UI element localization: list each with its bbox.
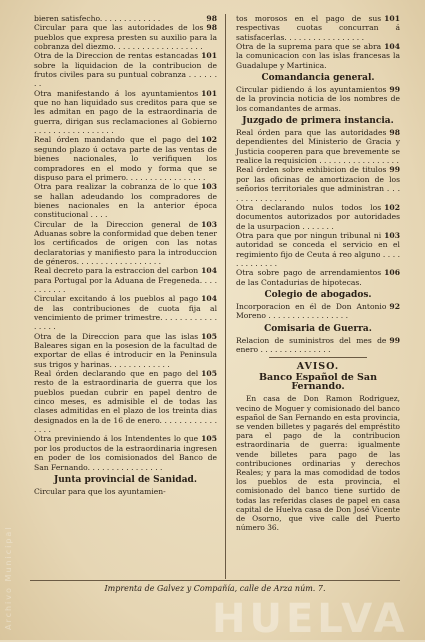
index-entry (236, 231, 400, 268)
entry-text: Otra para que por ningun tribunal ni autoridad se conceda el servicio en el regimiento fijo de Ceuta á reo alguno . . . . . . . . . . . . . (236, 230, 400, 268)
entry-text: Circular para que las autoridades de los pueblos que expresa presten su auxilio para la cobranza del diezmo. . . . . . . . . . . . . . . . . . . (34, 23, 217, 52)
entry-text: tos morosos en el pago de sus respectivas cuotas concurran á satisfacerlas. . . . . . . . . . . . . . . . . (236, 14, 400, 42)
page-number: 99 (389, 165, 400, 175)
aviso-subtitle: Banco Español de San Fernando. (259, 371, 377, 392)
page-number: 103 (384, 230, 400, 240)
entry-text: Otra de la suprema para que se abra la comunicacion con las islas francesas la Guadalupe y Martinica. (236, 42, 400, 70)
page-number: 106 (384, 268, 400, 278)
right-column (236, 14, 400, 532)
section-heading: Comisaria de Guerra. (264, 323, 372, 334)
huelva-watermark: HUELVA (212, 596, 409, 642)
index-entry (34, 266, 217, 294)
page-number: 98 (206, 23, 217, 33)
index-entry (236, 128, 400, 165)
index-entry (34, 135, 217, 182)
aviso-separator (269, 357, 367, 358)
footer-rule (30, 580, 400, 581)
entry-text: Circular excitando á los pueblos al pago de las contribuciones de cuota fija al vencimiento de primer trimestre. . . . . . . . . . . . . . . . . (34, 294, 217, 332)
page-number: 101 (201, 51, 217, 61)
page-number: 105 (201, 369, 217, 379)
page-number: 102 (201, 135, 217, 145)
entry-text: Circular pidiendo á los ayuntamientos de la provincia noticia de los nombres de los comandantes de armas. (236, 85, 400, 113)
left-entry-list (34, 14, 217, 472)
page-number: 99 (389, 85, 400, 95)
index-entry (34, 220, 217, 267)
left-tail-text: Circular para que los ayuntamien- (34, 486, 166, 496)
section-heading: Juzgado de primera instancia. (242, 116, 394, 127)
aviso-title: AVISO. (296, 361, 340, 373)
index-entry (236, 14, 400, 42)
page-number: 99 (389, 335, 400, 345)
entry-text: Otra previniendo á los Intendentes lo que por los productos de la estraordinaria ingresen en poder de los comisionados del Banco de San Fernando. . . . . . . . . . . . . . . . (34, 434, 217, 472)
page-number: 104 (201, 294, 217, 304)
entry-text: Real órden sobre exhibicion de titulos por las oficinas de amortizacion de los señorios territoriales que administran . . . . . . . . . . . . . . (236, 165, 400, 203)
entry-text: Otra para realizar la cobranza de lo que se hallan adeudando los compradores de bienes nacionales en la anterior época constitucional . . . . (34, 182, 217, 220)
index-entry (236, 302, 400, 321)
entry-text: Real órden declarando que en pago del resto de la estraordinaria de guerra que los pueblos puedan cubrir en papel dentro de cinco meses, es admisible el de todas las clases admitidas en el plazo de los treinta dias designados en la de 16 de enero. . . . . . . . . . . . . . . . (34, 369, 217, 435)
index-entry (34, 332, 217, 369)
page-number: 103 (201, 182, 217, 192)
page-number: 104 (201, 266, 217, 276)
page-number: 104 (384, 42, 400, 52)
index-entry (34, 434, 217, 471)
page-number: 105 (201, 434, 217, 444)
right-entry-list (236, 14, 400, 70)
index-entry (34, 23, 217, 51)
index-entry (34, 51, 217, 88)
page-number: 103 (201, 219, 217, 229)
index-entry (34, 294, 217, 331)
aviso-body: En casa de Don Ramon Rodriguez, vecino de Moguer y comisionado del banco español de San Fernando en esta provincia, se venden billetes y pagarés del empréstito para el pago de la contribucion estraordinaria de guerra: igualmente vende billetes para pago de las contribuciones ordinarias y derechos Reales; y para la mas comodidad de todos los pueblos de esta provincia, el comisionado del banco tiene surtido de todas las referidas clases de papel en casa capital de Huelva casa de Don José Vicente de Osorno, que vive calle del Puerto número 36. (236, 394, 400, 533)
page-number: 98 (389, 128, 400, 138)
index-entry (236, 42, 400, 70)
entry-text: Otra manifestando á los ayuntamientos que no han liquidado sus creditos para que se les admitan en pago de la estraordinaria de guerra, dirigan sus reclamaciones al Gobierno . . . . . . . . . . . . . . . . . (34, 88, 217, 136)
page-number: 101 (201, 88, 217, 98)
imprint-footer: Imprenta de Galvez y Compañía, calle de Arza núm. 7. (104, 584, 326, 593)
page-number: 105 (201, 331, 217, 341)
entry-text: Otra declarando nulos todos los documentos autorizados por autoridades de la usurpacion . . . . . . . (236, 202, 400, 231)
index-entry (34, 14, 217, 23)
page-number: 92 (389, 301, 400, 311)
entry-text: Otra de la Direccion para que las islas Baleares sigan en la posesion de la facultad de exportar de ellas é introducir en la Peninsula sus trigos y harinas. . . . . . . . . . . . . (34, 331, 217, 369)
entry-text: bieren satisfecho. . . . . . . . . . . . . (34, 14, 161, 23)
entry-text: Incorporacion en él de Don Antonio Moreno . . . . . . . . . . . . . . . . . (236, 301, 387, 321)
index-entry (236, 336, 400, 355)
entry-text: Real decreto para la estraccion del carbon para Portugal por la Aduana de Fregeneda. . . . . . . . . . . (34, 266, 217, 294)
page-number: 101 (384, 14, 400, 23)
left-section-heading: Junta provincial de Sanidad. (54, 474, 197, 485)
entry-text: Real órden para que las autoridades dependientes del Ministerio de Gracia y Justicia cooperen para que brevemente se realice la requisicion . . . . . . . . . . . . . . . . . (236, 128, 400, 166)
section-heading: Comandancia general. (261, 73, 375, 84)
section-heading: Colegio de abogados. (264, 289, 372, 300)
right-sections (236, 73, 400, 354)
index-entry (34, 369, 217, 434)
entry-text: Relacion de suministros del mes de enero . . . . . . . . . . . . . . . (236, 335, 387, 354)
index-entry (236, 85, 400, 113)
index-entry (34, 182, 217, 219)
index-entry (34, 89, 217, 136)
index-entry (236, 165, 400, 202)
entry-text: Real órden mandando que el pago del segundo plazo ú octava parte de las ventas de bienes nacionales, lo verifiquen los compradores en el modo y forma que se dispuso para el primero. . . . . . . . . . . . . . . . . (34, 135, 217, 182)
archive-side-watermark: Archivo Municipal (4, 525, 13, 630)
entry-text: Circular de la Direccion general de Aduanas sobre la conformidad que deben tener los certificados de origen con las notas declaratorias y manifiesto para la introduccion de géneros. . . . . . . . . . . . . . . . . . (34, 219, 217, 266)
index-entry (236, 203, 400, 231)
page-number: 98 (206, 14, 217, 23)
entry-text: Otra de la Direccion de rentas estancadas sobre la liquidacion de la contribucion de frutos civiles para su puntual cobranza . . . . . . . . (34, 51, 217, 89)
column-divider (225, 14, 226, 579)
index-entry (236, 268, 400, 287)
page-number: 102 (384, 202, 400, 212)
entry-text: Otra sobre pago de arrendamientos de las Contadurias de hipotecas. (236, 268, 382, 287)
left-column (34, 14, 217, 496)
